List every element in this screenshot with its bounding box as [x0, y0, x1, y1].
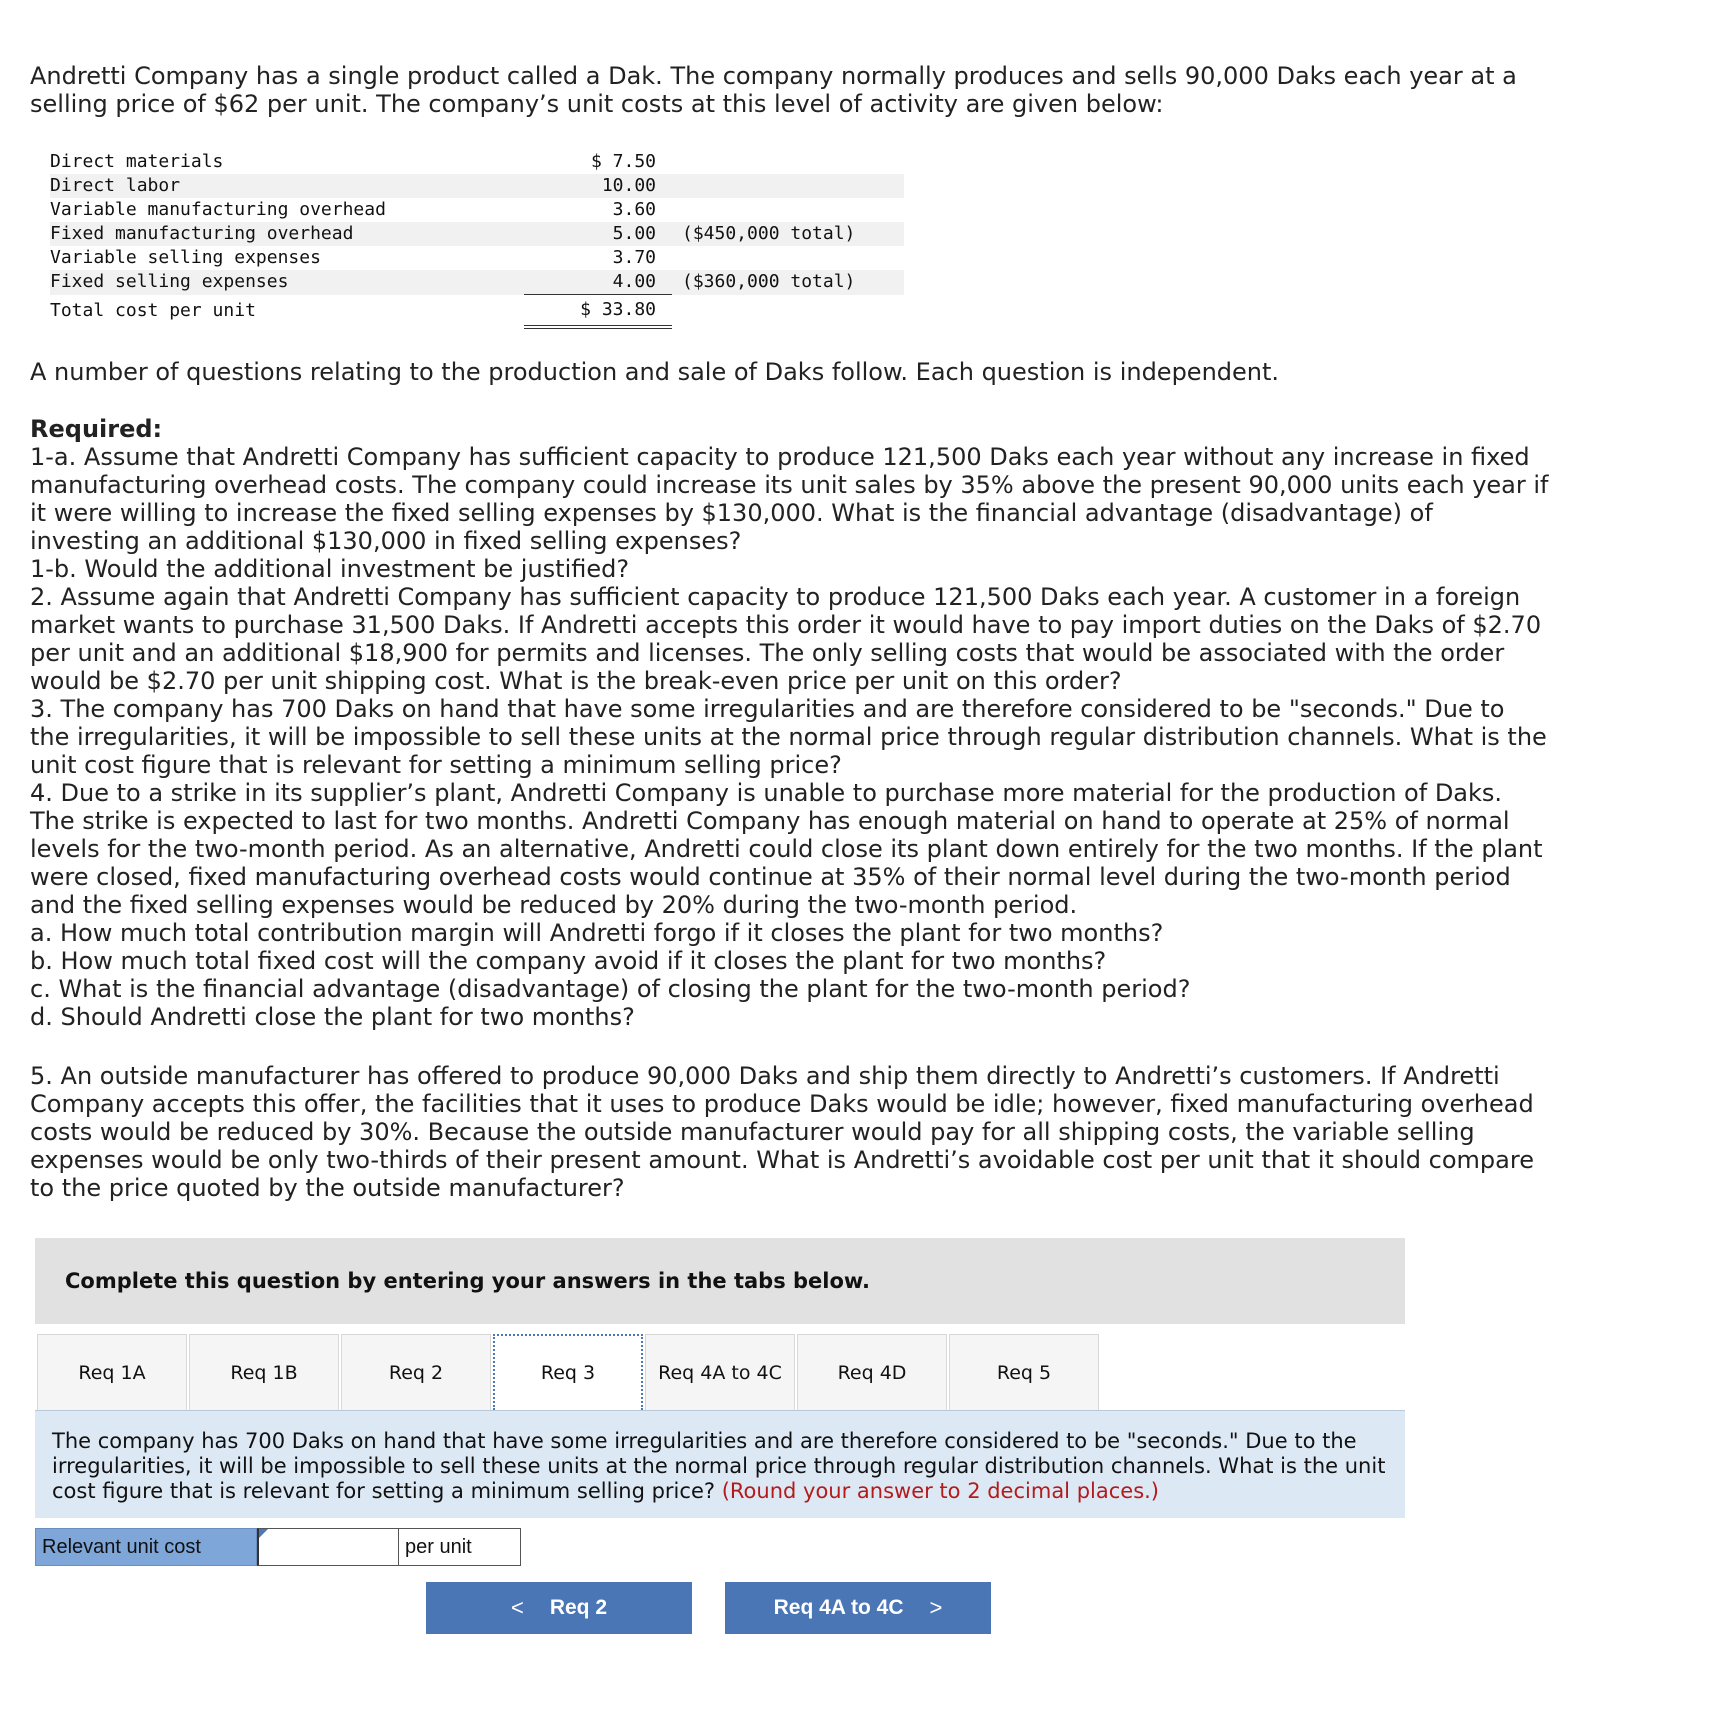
total-cost-label: Total cost per unit [50, 299, 256, 321]
cost-amount: 3.60 [612, 199, 656, 220]
next-button-label: Req 4A to 4C [773, 1596, 904, 1619]
cost-row [50, 246, 904, 270]
requirement-1a: 1-a. Assume that Andretti Company has sufficient capacity to produce 121,500 Daks each year without any increase in fixed manufacturing overhead costs. The company could increase its unit sales by 35% above the present 90,000 units each year if it were willing to increase the fixed selling expenses by $130,000. What is the financial advantage (disadvantage) of investing an additional $130,000 in fixed selling expenses? [30, 443, 1549, 555]
tab-req-2[interactable]: Req 2 [341, 1334, 491, 1410]
input-marker-icon [259, 1529, 268, 1538]
relevant-unit-cost-label: Relevant unit cost [35, 1528, 257, 1566]
required-heading: Required: [30, 415, 163, 443]
chevron-right-icon: > [929, 1595, 943, 1620]
intro-paragraph: Andretti Company has a single product called a Dak. The company normally produces and sells 90,000 Daks each year at a selling price of $62 per unit. The company’s unit costs at this level of activity are given below: [30, 62, 1517, 118]
rounding-hint: (Round your answer to 2 decimal places.) [721, 1479, 1160, 1503]
cost-amount: 4.00 [524, 270, 672, 295]
requirement-4a: a. How much total contribution margin will Andretti forgo if it closes the plant for two months? [30, 919, 1164, 947]
relevant-unit-cost-input[interactable] [259, 1529, 398, 1565]
cost-amount: 5.00 [524, 222, 672, 246]
cost-note [672, 246, 904, 270]
requirement-1b: 1-b. Would the additional investment be justified? [30, 555, 630, 583]
answer-row [35, 1528, 521, 1566]
total-cost-note [672, 295, 904, 328]
requirement-4d: d. Should Andretti close the plant for two months? [30, 1003, 635, 1031]
cost-row [50, 222, 904, 246]
instruction-bar: Complete this question by entering your answers in the tabs below. [35, 1238, 1405, 1324]
tab-panel-req-3 [35, 1410, 1405, 1518]
requirement-tabs [37, 1334, 1101, 1410]
requirement-4: 4. Due to a strike in its supplier’s plant, Andretti Company is unable to purchase more material for the production of Daks. The strike is expected to last for two months. Andretti Company has enough material on hand to operate at 25% of normal levels for the two-month period. As an alternative, Andretti could close its plant down entirely for the two months. If the plant were closed, fixed manufacturing overhead costs would continue at 35% of their normal level during the two-month period and the fixed selling expenses would be reduced by 20% during the two-month period. [30, 779, 1543, 919]
chevron-left-icon: < [510, 1595, 524, 1620]
cost-label: Variable selling expenses [50, 247, 321, 268]
tab-req-5[interactable]: Req 5 [949, 1334, 1099, 1410]
cost-note: ($360,000 total) [672, 270, 904, 295]
cost-label: Direct labor [50, 174, 524, 198]
cost-row [50, 174, 904, 198]
requirement-4c: c. What is the financial advantage (disadvantage) of closing the plant for the two-month period? [30, 975, 1191, 1003]
requirement-3: 3. The company has 700 Daks on hand that have some irregularities and are therefore considered to be "seconds." Due to the irregularities, it will be impossible to sell these units at the normal price through regular distribution channels. What is the unit cost figure that is relevant for setting a minimum selling price? [30, 695, 1547, 779]
cost-amount: 10.00 [524, 174, 672, 198]
cost-note [672, 150, 904, 174]
prev-req-2-button[interactable] [426, 1582, 692, 1634]
cost-total-row [50, 295, 904, 328]
relevant-unit-cost-field [257, 1528, 399, 1566]
panel-question-text: The company has 700 Daks on hand that have some irregularities and are therefore considered to be "seconds." Due to the irregularities, it will be impossible to sell these units at the normal price through regular distribution channels. What is the unit cost figure that is relevant for setting a minimum selling price? [52, 1429, 1386, 1503]
tab-req-3[interactable]: Req 3 [493, 1334, 643, 1410]
cost-row [50, 150, 904, 174]
tab-req-1b[interactable]: Req 1B [189, 1334, 339, 1410]
requirement-4b: b. How much total fixed cost will the company avoid if it closes the plant for two months? [30, 947, 1107, 975]
per-unit-label: per unit [399, 1528, 521, 1566]
cost-label: Fixed selling expenses [50, 270, 524, 295]
cost-note [672, 198, 904, 222]
prev-button-label: Req 2 [549, 1596, 608, 1619]
next-req-4a-to-4c-button[interactable] [725, 1582, 991, 1634]
cost-row [50, 198, 904, 222]
total-cost-amount: $ 33.80 [524, 295, 672, 328]
required-section [30, 415, 1550, 1031]
cost-amount: 3.70 [612, 247, 656, 268]
question-note: A number of questions relating to the production and sale of Daks follow. Each question is independent. [30, 358, 1280, 386]
requirement-5: 5. An outside manufacturer has offered to produce 90,000 Daks and ship them directly to Andretti’s customers. If Andretti Company accepts this offer, the facilities that it uses to produce Daks would be idle; however, fixed manufacturing overhead costs would be reduced by 30%. Because the outside manufacturer would pay for all shipping costs, the variable selling expenses would be only two-thirds of their present amount. What is Andretti’s avoidable cost per unit that it should compare to the price quoted by the outside manufacturer? [30, 1062, 1534, 1202]
unit-cost-table [50, 150, 904, 329]
cost-label: Direct materials [50, 151, 224, 172]
tab-req-4a-to-4c[interactable]: Req 4A to 4C [645, 1334, 795, 1410]
requirement-2: 2. Assume again that Andretti Company has sufficient capacity to produce 121,500 Daks each year. A customer in a foreign market wants to purchase 31,500 Daks. If Andretti accepts this order it would have to pay import duties on the Daks of $2.70 per unit and an additional $18,900 for permits and licenses. The only selling costs that would be associated with the order would be $2.70 per unit shipping cost. What is the break-even price per unit on this order? [30, 583, 1542, 695]
cost-amount: $ 7.50 [590, 151, 656, 172]
tab-req-1a[interactable]: Req 1A [37, 1334, 187, 1410]
cost-label: Fixed manufacturing overhead [50, 222, 524, 246]
cost-note [672, 174, 904, 198]
cost-row [50, 270, 904, 295]
cost-note: ($450,000 total) [672, 222, 904, 246]
tab-req-4d[interactable]: Req 4D [797, 1334, 947, 1410]
cost-label: Variable manufacturing overhead [50, 199, 386, 220]
